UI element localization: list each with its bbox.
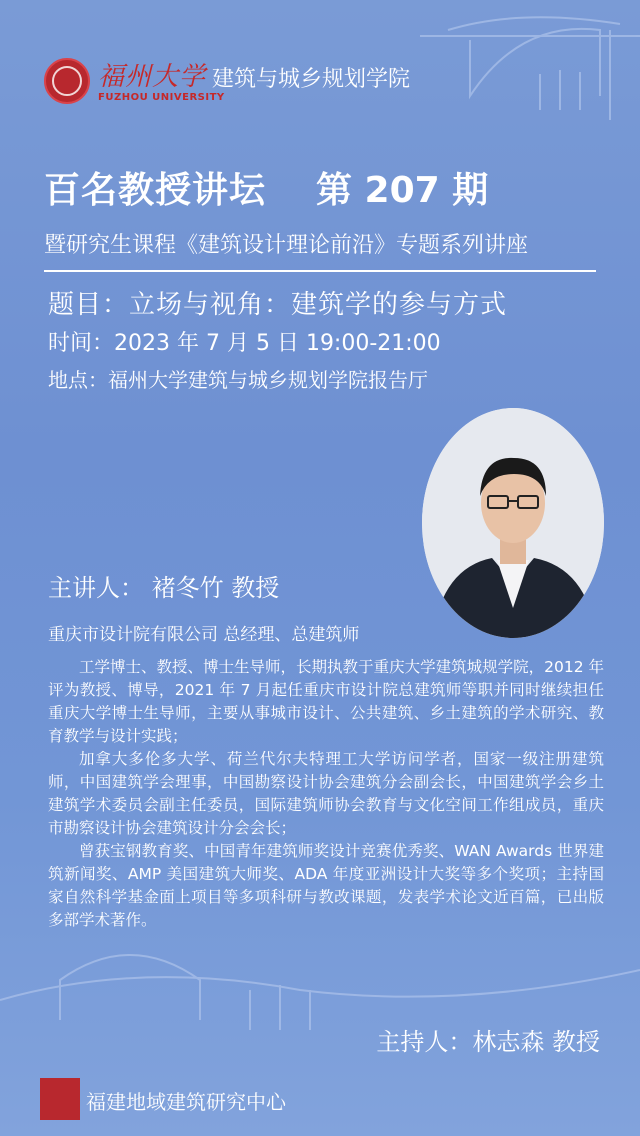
school-name: 建筑与城乡规划学院 bbox=[212, 67, 411, 92]
university-seal-logo bbox=[44, 58, 90, 104]
research-center-seal-logo bbox=[40, 1078, 80, 1120]
divider-line bbox=[44, 270, 596, 272]
speaker-affiliation: 重庆市设计院有限公司 总经理、总建筑师 bbox=[48, 625, 360, 645]
bio-paragraph: 工学博士、教授、博士生导师，长期执教于重庆大学建筑城规学院，2012 年评为教授、博导，2021 年 7 月起任重庆市设计院总建筑师等职并同时继续担任重庆大学博士生导师，主要从事城市设计、公共建筑、乡土建筑的学术研究、教育教学与设计实践； bbox=[48, 658, 604, 745]
speaker-name: 主讲人： 褚冬竹 教授 bbox=[48, 574, 280, 602]
seal-inner-ring bbox=[52, 66, 82, 96]
lecture-topic: 题目：立场与视角：建筑学的参与方式 bbox=[48, 290, 508, 320]
speaker-photo-illustration bbox=[422, 408, 604, 638]
issue-number: 第 207 期 bbox=[316, 170, 489, 211]
lecture-time: 时间：2023 年 7 月 5 日 19:00-21:00 bbox=[48, 331, 441, 356]
lecture-place: 地点：福州大学建筑与城乡规划学院报告厅 bbox=[48, 368, 428, 392]
bio-paragraph: 加拿大多伦多大学、荷兰代尔夫特理工大学访问学者，国家一级注册建筑师，中国建筑学会理事，中国勘察设计协会建筑分会副会长，中国建筑学会乡土建筑学术委员会副主任委员，国际建筑师协会教育与文化空间工作组成员，重庆市勘察设计协会建筑设计分会会长； bbox=[48, 750, 604, 837]
speaker-biography bbox=[48, 656, 604, 932]
course-subtitle: 暨研究生课程《建筑设计理论前沿》专题系列讲座 bbox=[44, 233, 529, 258]
university-name-english: FUZHOU UNIVERSITY bbox=[98, 92, 225, 103]
research-center-name: 福建地域建筑研究中心 bbox=[86, 1090, 286, 1114]
university-name-calligraphy: 福州大学 bbox=[98, 62, 207, 92]
host-name: 主持人：林志森 教授 bbox=[376, 1028, 600, 1056]
bio-paragraph: 曾获宝钢教育奖、中国青年建筑师奖设计竞赛优秀奖、WAN Awards 世界建筑新闻奖、AMP 美国建筑大师奖、ADA 年度亚洲设计大奖等多个奖项；主持国家自然科学基金面上项目等多项科研与教改课题，发表学术论文近百篇，已出版多部学术著作。 bbox=[48, 842, 604, 929]
speaker-portrait bbox=[422, 408, 604, 638]
lecture-series-title: 百名教授讲坛 bbox=[44, 170, 267, 211]
